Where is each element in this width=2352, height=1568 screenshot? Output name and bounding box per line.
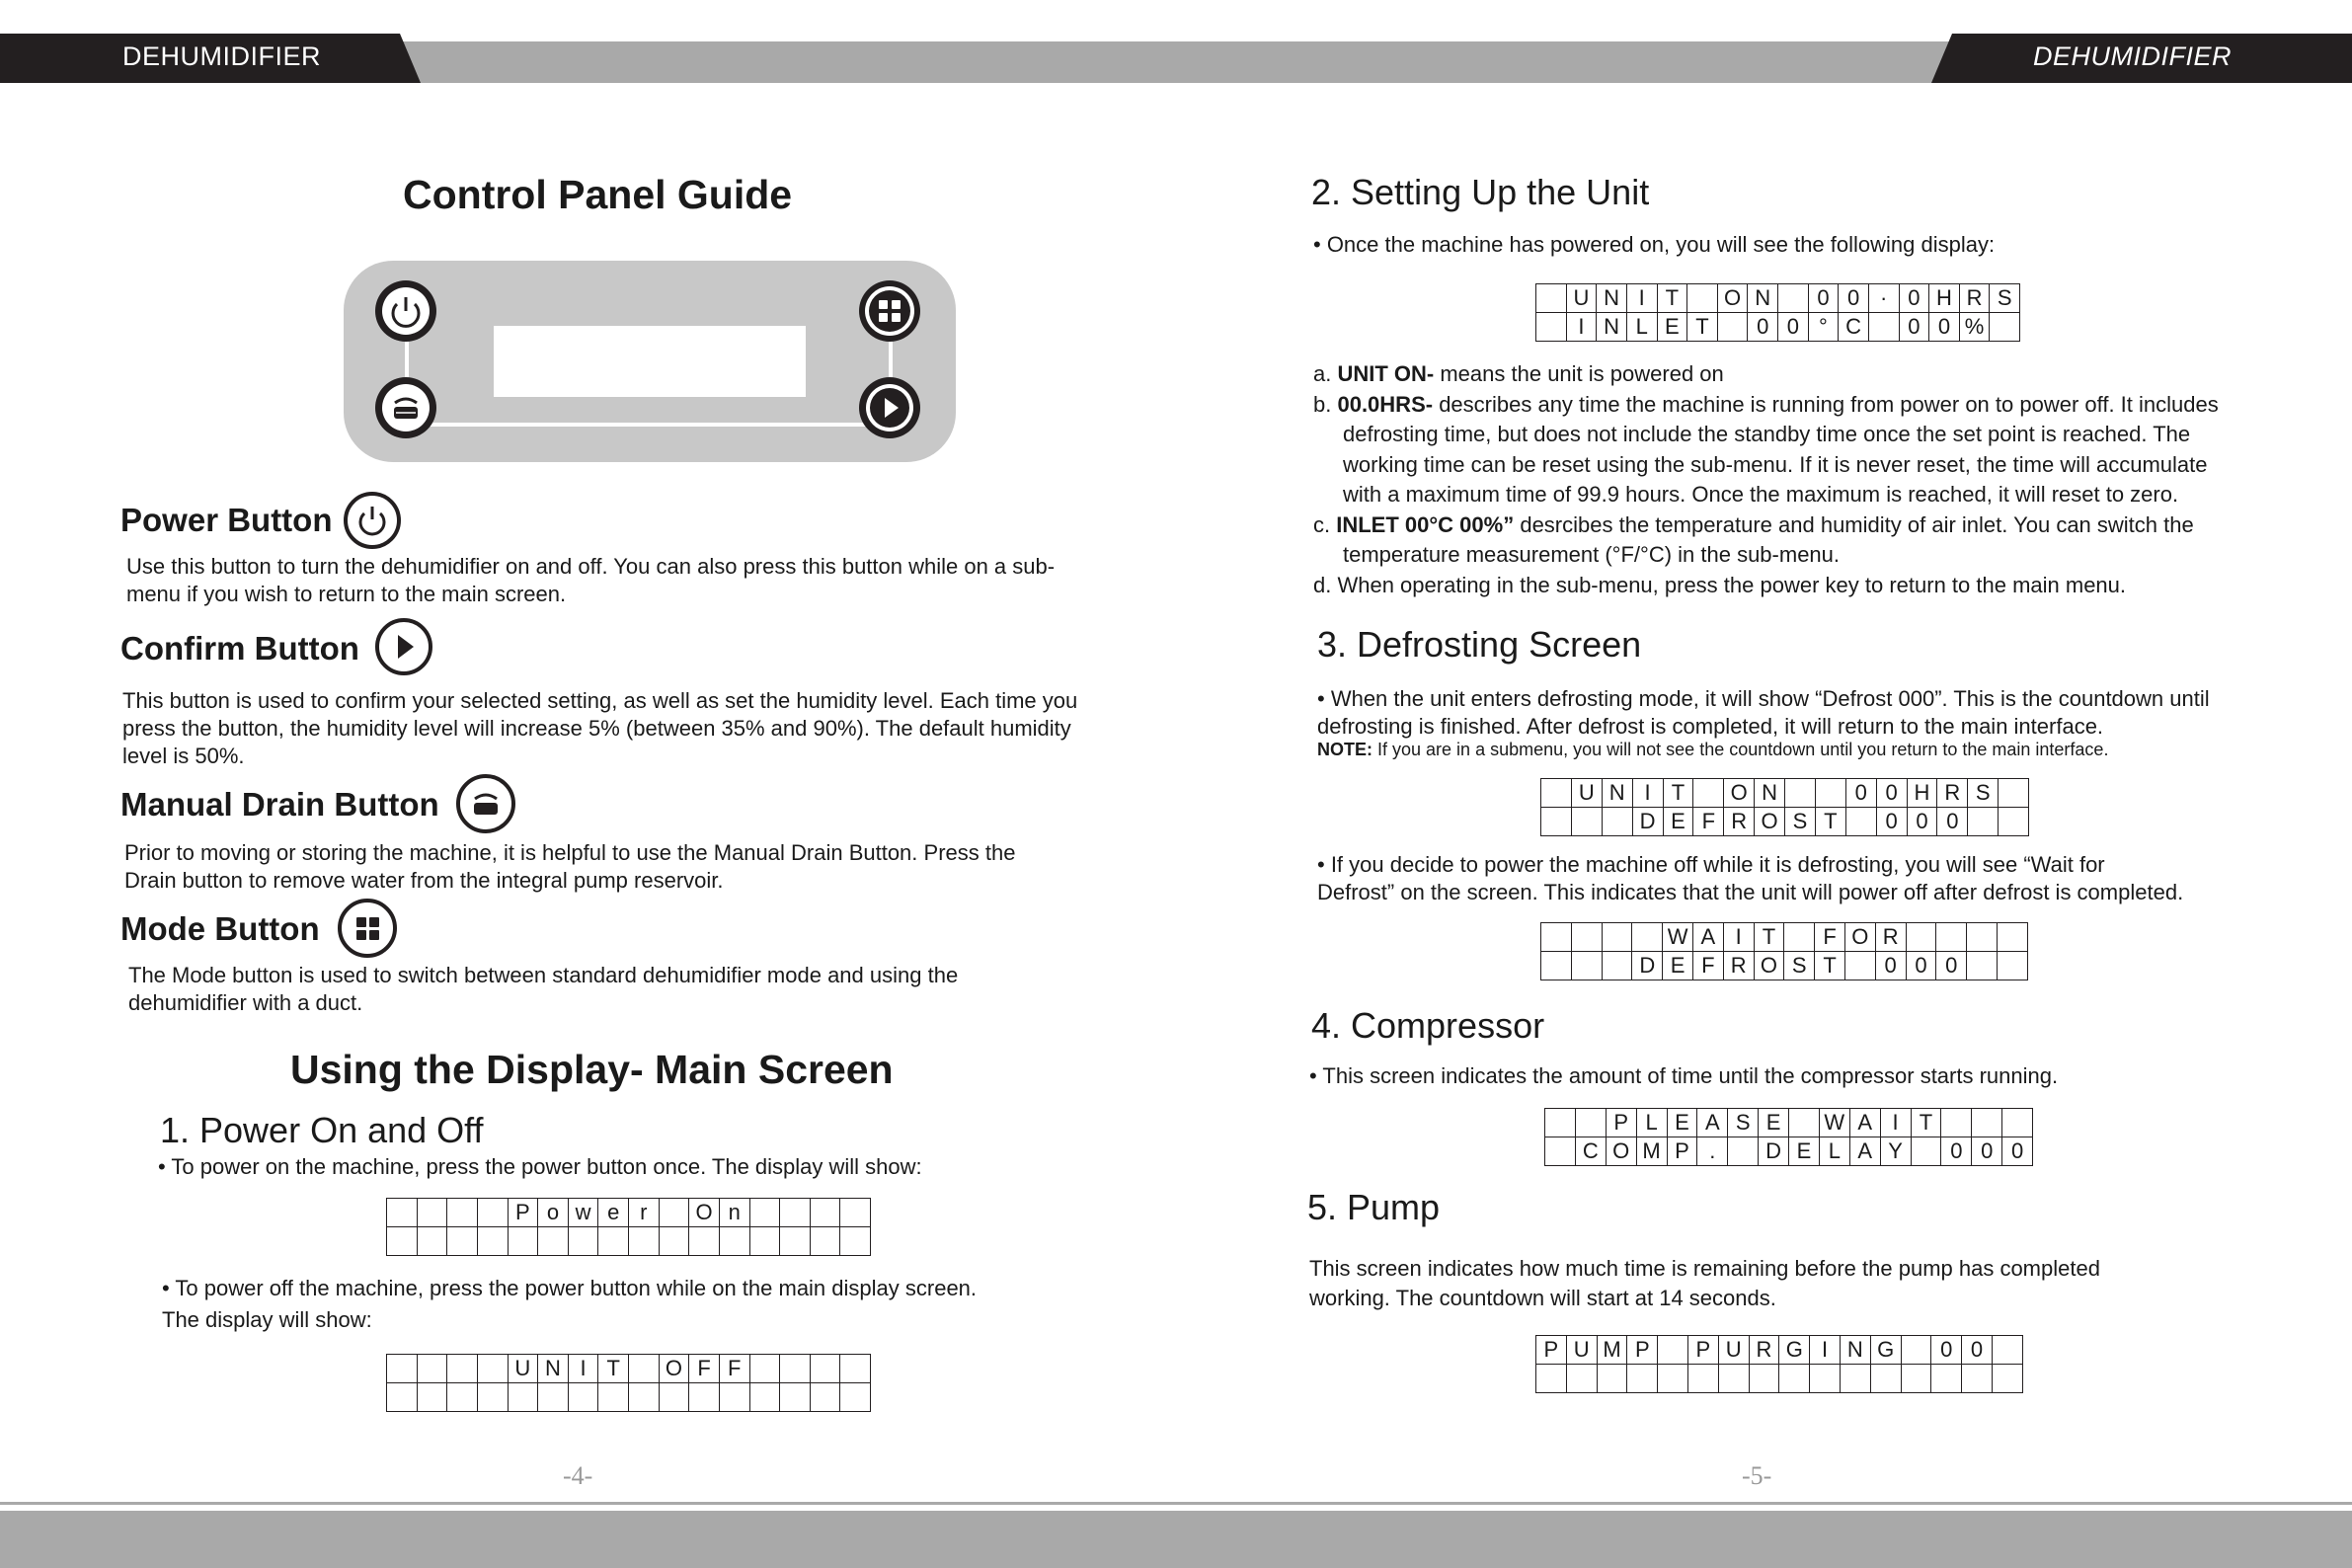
play-arrow-icon (375, 618, 432, 675)
display-cell: 0 (1937, 808, 1968, 836)
display-cell (598, 1227, 629, 1256)
power-button-heading: Power Button (120, 502, 333, 538)
setup-item-d: d. When operating in the sub-menu, press the power key to return to the main menu. (1313, 572, 2127, 597)
display-cell: S (1785, 808, 1816, 836)
display-cell (1541, 952, 1572, 980)
panel-power-button[interactable] (375, 280, 436, 342)
display-cell (1999, 808, 2029, 836)
display-cell (1941, 1109, 1972, 1137)
display-cell (2002, 1109, 2033, 1137)
display-cell (387, 1199, 418, 1227)
display-cell (1658, 1336, 1688, 1365)
display-cell (1997, 923, 2027, 952)
display-cell: 0 (1936, 952, 1967, 980)
display-cell (1728, 1137, 1759, 1166)
display-cell: w (568, 1199, 598, 1227)
display-cell (1749, 1365, 1779, 1393)
wait-defrost-text: • If you decide to power the machine off while it is defrosting, you will see “Wait for Defrost” on the screen. This indicates that the unit will power off after defrost is completed. (1317, 852, 2184, 904)
display-cell: 0 (1875, 952, 1906, 980)
display-cell: T (598, 1355, 629, 1383)
display-cell: F (719, 1355, 749, 1383)
display-cell: T (1815, 952, 1845, 980)
display-row (1536, 313, 2020, 342)
display-cell (1571, 808, 1602, 836)
display-cell (749, 1199, 780, 1227)
display-cell: S (1728, 1109, 1759, 1137)
display-cell (1541, 779, 1572, 808)
display-cell: T (1815, 808, 1845, 836)
display-cell: 0 (1778, 313, 1809, 342)
display-cell: R (1724, 808, 1755, 836)
display-cell (1545, 1109, 1576, 1137)
display-cell: 0 (1876, 779, 1907, 808)
display-cell (1717, 313, 1748, 342)
display-cell: L (1819, 1137, 1849, 1166)
confirm-button-heading: Confirm Button (120, 630, 359, 666)
display-cell (659, 1227, 689, 1256)
display-cell (1789, 1109, 1820, 1137)
display-cell: O (689, 1199, 720, 1227)
display-cell: 0 (1906, 952, 1936, 980)
display-cell: I (1626, 284, 1657, 313)
display-cell (1658, 1365, 1688, 1393)
display-cell (749, 1383, 780, 1412)
display-cell (689, 1383, 720, 1412)
defrost-text: • When the unit enters defrosting mode, it will show “Defrost 000”. This is the countdown until defrosting is finished. After defrost is completed, it will return to the main interface. (1317, 686, 2210, 739)
setup-item-b: b. 00.0HRS- describes any time the machine is running from power on to power off. It includes (1313, 391, 2219, 417)
play-arrow-icon (859, 377, 920, 438)
display-cell (1687, 1365, 1718, 1393)
display-cell (1785, 779, 1816, 808)
display-cell: D (1632, 808, 1663, 836)
display-cell: D (1632, 952, 1663, 980)
display-cell: O (1724, 779, 1755, 808)
display-cell: T (1663, 779, 1693, 808)
display-cell: P (1536, 1336, 1567, 1365)
display-cell: A (1697, 1109, 1728, 1137)
display-cell: U (1566, 284, 1597, 313)
header-left-title: DEHUMIDIFIER (122, 41, 321, 71)
display-cell (749, 1355, 780, 1383)
display-row (1536, 284, 2020, 313)
display-cell (1968, 808, 1999, 836)
display-cell: P (508, 1199, 538, 1227)
drain-button-heading: Manual Drain Button (120, 786, 439, 823)
display-cell: A (1692, 923, 1723, 952)
display-cell: % (1959, 313, 1990, 342)
display-cell (629, 1383, 660, 1412)
display-cell: ° (1808, 313, 1839, 342)
footer-line (0, 1502, 2352, 1505)
display-cell (689, 1227, 720, 1256)
display-cell: 0 (1931, 1336, 1962, 1365)
display-cell: N (538, 1355, 569, 1383)
display-cell (568, 1227, 598, 1256)
display-cell (447, 1355, 478, 1383)
display-cell (659, 1383, 689, 1412)
display-cell: F (1815, 923, 1845, 952)
display-cell: M (1636, 1137, 1667, 1166)
display-cell (1911, 1137, 1941, 1166)
display-cell: E (1759, 1109, 1789, 1137)
display-cell (1597, 1365, 1627, 1393)
drain-button-text: Prior to moving or storing the machine, it is helpful to use the Manual Drain Button. Press the Drain button to remove water from the integral pump reservoir. (124, 840, 1016, 893)
display-cell: S (1968, 779, 1999, 808)
display-row (1541, 923, 2028, 952)
display-cell: O (1844, 923, 1875, 952)
display-cell (1536, 1365, 1567, 1393)
setup-intro: • Once the machine has powered on, you will see the following display: (1313, 232, 1996, 257)
display-cell: 0 (1972, 1137, 2002, 1166)
power-on-off-heading: 1. Power On and Off (160, 1110, 484, 1150)
display-cell: P (1606, 1109, 1636, 1137)
display-cell (719, 1227, 749, 1256)
display-cell: M (1597, 1336, 1627, 1365)
display-cell: N (1755, 779, 1785, 808)
display-cell (1566, 1365, 1597, 1393)
display-cell: S (1784, 952, 1815, 980)
display-row (387, 1355, 871, 1383)
display-cell (1602, 923, 1632, 952)
display-cell (1845, 808, 1876, 836)
display-row (387, 1199, 871, 1227)
display-cell (1990, 313, 2020, 342)
display-cell: 0 (2002, 1137, 2033, 1166)
display-cell: o (538, 1199, 569, 1227)
display-cell: N (1748, 284, 1778, 313)
display-cell (1906, 923, 1936, 952)
display-power-on (386, 1198, 871, 1256)
display-cell: R (1875, 923, 1906, 952)
header-right-title: DEHUMIDIFIER (2033, 41, 2232, 71)
power-icon (375, 280, 436, 342)
display-cell (1541, 808, 1572, 836)
mode-button-heading: Mode Button (120, 910, 320, 947)
display-cell: U (1566, 1336, 1597, 1365)
display-cell (840, 1199, 871, 1227)
display-cell (417, 1355, 447, 1383)
display-cell: F (1693, 808, 1724, 836)
display-cell: P (1627, 1336, 1658, 1365)
display-cell: . (1697, 1137, 1728, 1166)
display-cell: W (1819, 1109, 1849, 1137)
panel-drain-button[interactable] (375, 377, 436, 438)
display-cell: E (1657, 313, 1687, 342)
display-row (1541, 808, 2029, 836)
display-row (1545, 1109, 2033, 1137)
display-cell (508, 1227, 538, 1256)
display-cell (1992, 1336, 2022, 1365)
display-cell (749, 1227, 780, 1256)
panel-confirm-button[interactable] (859, 377, 920, 438)
display-cell: 0 (1907, 808, 1937, 836)
display-cell: L (1626, 313, 1657, 342)
display-cell: T (1687, 313, 1718, 342)
display-cell (659, 1199, 689, 1227)
display-cell: 0 (1899, 313, 1929, 342)
display-cell: T (1657, 284, 1687, 313)
display-cell (1602, 808, 1632, 836)
drain-icon (456, 774, 515, 833)
display-cell (1536, 284, 1567, 313)
display-cell (1931, 1365, 1962, 1393)
display-cell (477, 1199, 508, 1227)
display-cell (1571, 952, 1602, 980)
display-cell: 0 (1941, 1137, 1972, 1166)
display-cell (1632, 923, 1663, 952)
display-cell (780, 1383, 811, 1412)
display-cell: C (1575, 1137, 1606, 1166)
display-cell (417, 1383, 447, 1412)
display-cell (1778, 284, 1809, 313)
display-cell (1997, 952, 2027, 980)
pump-heading: 5. Pump (1307, 1187, 1441, 1227)
display-cell: e (598, 1199, 629, 1227)
power-icon (344, 492, 401, 549)
display-cell: D (1759, 1137, 1789, 1166)
display-cell: T (1911, 1109, 1941, 1137)
display-cell (568, 1383, 598, 1412)
display-cell: I (1566, 313, 1597, 342)
display-cell: R (1749, 1336, 1779, 1365)
display-cell (1992, 1365, 2022, 1393)
display-wait-defrost (1540, 922, 2028, 980)
display-row (387, 1383, 871, 1412)
display-cell: O (659, 1355, 689, 1383)
setup-heading: 2. Setting Up the Unit (1311, 172, 1650, 212)
display-cell: O (1755, 808, 1785, 836)
display-cell: L (1636, 1109, 1667, 1137)
compressor-text: • This screen indicates the amount of time until the compressor starts running. (1309, 1063, 2059, 1088)
display-cell: E (1663, 808, 1693, 836)
panel-line-bottom (407, 423, 891, 427)
grid-icon (859, 280, 920, 342)
display-row (1536, 1336, 2023, 1365)
footer-bar (0, 1511, 2352, 1568)
display-cell (810, 1355, 840, 1383)
display-cell (1972, 1109, 2002, 1137)
display-cell: 0 (1899, 284, 1929, 313)
display-cell: R (1723, 952, 1754, 980)
grid-icon (338, 899, 397, 958)
display-unit-off (386, 1354, 871, 1412)
display-cell (840, 1383, 871, 1412)
setup-explanation-list: a. UNIT ON- means the unit is powered on b. 00.0HRS- describes any time the machine is running from power on to power off. It includes defrosting time, but does not include the standby time once the set point is reached. The working time can be reset using the sub-menu. If it is never reset, the time will accumulate with a maximum time of 99.9 hours. Once the maximum is reached, it will reset to zero. c. INLET 00°C 00%” desrcibes the temperature and humidity of air inlet. You can switch the temperature measurement (°F/°C) in the sub-menu. d. When operating in the sub-menu, press the power key to return to the main menu. (1313, 359, 2219, 600)
display-cell: 0 (1839, 284, 1869, 313)
display-cell: n (719, 1199, 749, 1227)
display-cell: r (629, 1199, 660, 1227)
display-cell (1571, 923, 1602, 952)
display-cell (387, 1355, 418, 1383)
display-compressor (1544, 1108, 2033, 1166)
display-cell (810, 1199, 840, 1227)
power-off-text: • To power off the machine, press the power button while on the main display screen. The display will show: (162, 1276, 978, 1332)
display-cell (1541, 923, 1572, 952)
display-cell: U (1718, 1336, 1749, 1365)
display-cell (1870, 1365, 1901, 1393)
page-number-left: -4- (563, 1461, 593, 1490)
display-cell: E (1789, 1137, 1820, 1166)
panel-lcd-screen (494, 326, 806, 397)
confirm-button-text: This button is used to confirm your selected setting, as well as set the humidity level. Each time you press the button, the humidity level will increase 5% (between 35% and 90%). The default humidity level is 50%. (122, 688, 1078, 768)
setup-item-c: c. INLET 00°C 00%” desrcibes the temperature and humidity of air inlet. You can switch the (1313, 511, 2194, 537)
display-pump (1535, 1335, 2023, 1393)
defrost-note: NOTE: If you are in a submenu, you will not see the countdown until you return to the main interface. (1317, 740, 2109, 759)
display-cell (417, 1227, 447, 1256)
display-cell (477, 1227, 508, 1256)
display-cell: O (1606, 1137, 1636, 1166)
display-cell: F (689, 1355, 720, 1383)
display-cell: E (1663, 952, 1693, 980)
display-cell (1718, 1365, 1749, 1393)
display-cell (417, 1199, 447, 1227)
display-cell: G (1870, 1336, 1901, 1365)
display-cell (810, 1227, 840, 1256)
display-cell: 0 (1876, 808, 1907, 836)
display-cell: O (1754, 952, 1784, 980)
display-cell (447, 1199, 478, 1227)
display-cell (508, 1383, 538, 1412)
display-cell: I (568, 1355, 598, 1383)
display-cell: 0 (1962, 1336, 1993, 1365)
display-cell (1575, 1109, 1606, 1137)
display-row (1536, 1365, 2023, 1393)
display-cell (1545, 1137, 1576, 1166)
control-panel-title: Control Panel Guide (403, 172, 793, 217)
display-cell (447, 1227, 478, 1256)
display-cell: I (1723, 923, 1754, 952)
display-cell: T (1754, 923, 1784, 952)
display-cell: P (1667, 1137, 1697, 1166)
display-cell: U (508, 1355, 538, 1383)
display-cell: Y (1880, 1137, 1911, 1166)
power-on-text: • To power on the machine, press the power button once. The display will show: (158, 1154, 922, 1179)
display-cell (447, 1383, 478, 1412)
display-defrost (1540, 778, 2029, 836)
display-cell (780, 1355, 811, 1383)
display-cell: 0 (1748, 313, 1778, 342)
display-cell: I (1632, 779, 1663, 808)
display-cell: O (1717, 284, 1748, 313)
display-setup (1535, 283, 2020, 342)
display-cell: 0 (1845, 779, 1876, 808)
display-row (1541, 952, 2028, 980)
display-cell (1693, 779, 1724, 808)
setup-item-a: a. UNIT ON- means the unit is powered on (1313, 361, 1724, 386)
display-cell (780, 1199, 811, 1227)
display-cell (629, 1355, 660, 1383)
display-cell (598, 1383, 629, 1412)
display-cell (1784, 923, 1815, 952)
drain-icon (375, 377, 436, 438)
display-cell: · (1868, 284, 1899, 313)
display-cell: N (1602, 779, 1632, 808)
display-cell: C (1839, 313, 1869, 342)
display-cell (1536, 313, 1567, 342)
display-cell (1687, 284, 1718, 313)
display-cell (1967, 923, 1998, 952)
display-cell: H (1907, 779, 1937, 808)
display-cell: 0 (1929, 313, 1960, 342)
compressor-heading: 4. Compressor (1311, 1005, 1545, 1046)
display-cell (1936, 923, 1967, 952)
display-cell (477, 1355, 508, 1383)
display-cell (477, 1383, 508, 1412)
display-cell: H (1929, 284, 1960, 313)
display-cell (1627, 1365, 1658, 1393)
display-cell (780, 1227, 811, 1256)
display-cell (810, 1383, 840, 1412)
display-cell: 0 (1808, 284, 1839, 313)
display-cell (1868, 313, 1899, 342)
display-row (1541, 779, 2029, 808)
display-cell: E (1667, 1109, 1697, 1137)
display-cell: R (1959, 284, 1990, 313)
display-cell (1967, 952, 1998, 980)
display-cell: I (1880, 1109, 1911, 1137)
mode-button-text: The Mode button is used to switch between standard dehumidifier mode and using the dehumidifier with a duct. (128, 963, 959, 1015)
display-cell: A (1849, 1109, 1880, 1137)
display-cell (840, 1355, 871, 1383)
display-cell (1901, 1336, 1931, 1365)
display-cell (1815, 779, 1845, 808)
display-cell: U (1571, 779, 1602, 808)
display-cell (1810, 1365, 1841, 1393)
pump-text: This screen indicates how much time is remaining before the pump has completed working. The countdown will start at 14 seconds. (1309, 1256, 2100, 1310)
display-cell: A (1849, 1137, 1880, 1166)
display-cell: N (1840, 1336, 1870, 1365)
display-cell: W (1663, 923, 1693, 952)
display-cell (387, 1383, 418, 1412)
display-row (387, 1227, 871, 1256)
display-cell (1999, 779, 2029, 808)
display-section-title: Using the Display- Main Screen (290, 1047, 894, 1092)
display-cell: S (1990, 284, 2020, 313)
display-cell (719, 1383, 749, 1412)
display-cell: R (1937, 779, 1968, 808)
display-cell (387, 1227, 418, 1256)
display-cell (1962, 1365, 1993, 1393)
display-cell (840, 1227, 871, 1256)
display-cell (1779, 1365, 1810, 1393)
page-number-right: -5- (1742, 1461, 1772, 1490)
display-cell (538, 1227, 569, 1256)
display-cell: F (1692, 952, 1723, 980)
display-row (1545, 1137, 2033, 1166)
defrost-heading: 3. Defrosting Screen (1317, 624, 1642, 665)
panel-mode-button[interactable] (859, 280, 920, 342)
display-cell: N (1597, 313, 1627, 342)
power-button-text: Use this button to turn the dehumidifier on and off. You can also press this button while on a sub-menu if you wish to return to the main screen. (126, 554, 1056, 606)
display-cell (1844, 952, 1875, 980)
display-cell: N (1597, 284, 1627, 313)
display-cell (629, 1227, 660, 1256)
display-cell (1901, 1365, 1931, 1393)
display-cell: P (1687, 1336, 1718, 1365)
display-cell (1602, 952, 1632, 980)
display-cell: G (1779, 1336, 1810, 1365)
display-cell (538, 1383, 569, 1412)
display-cell: I (1810, 1336, 1841, 1365)
display-cell (1840, 1365, 1870, 1393)
